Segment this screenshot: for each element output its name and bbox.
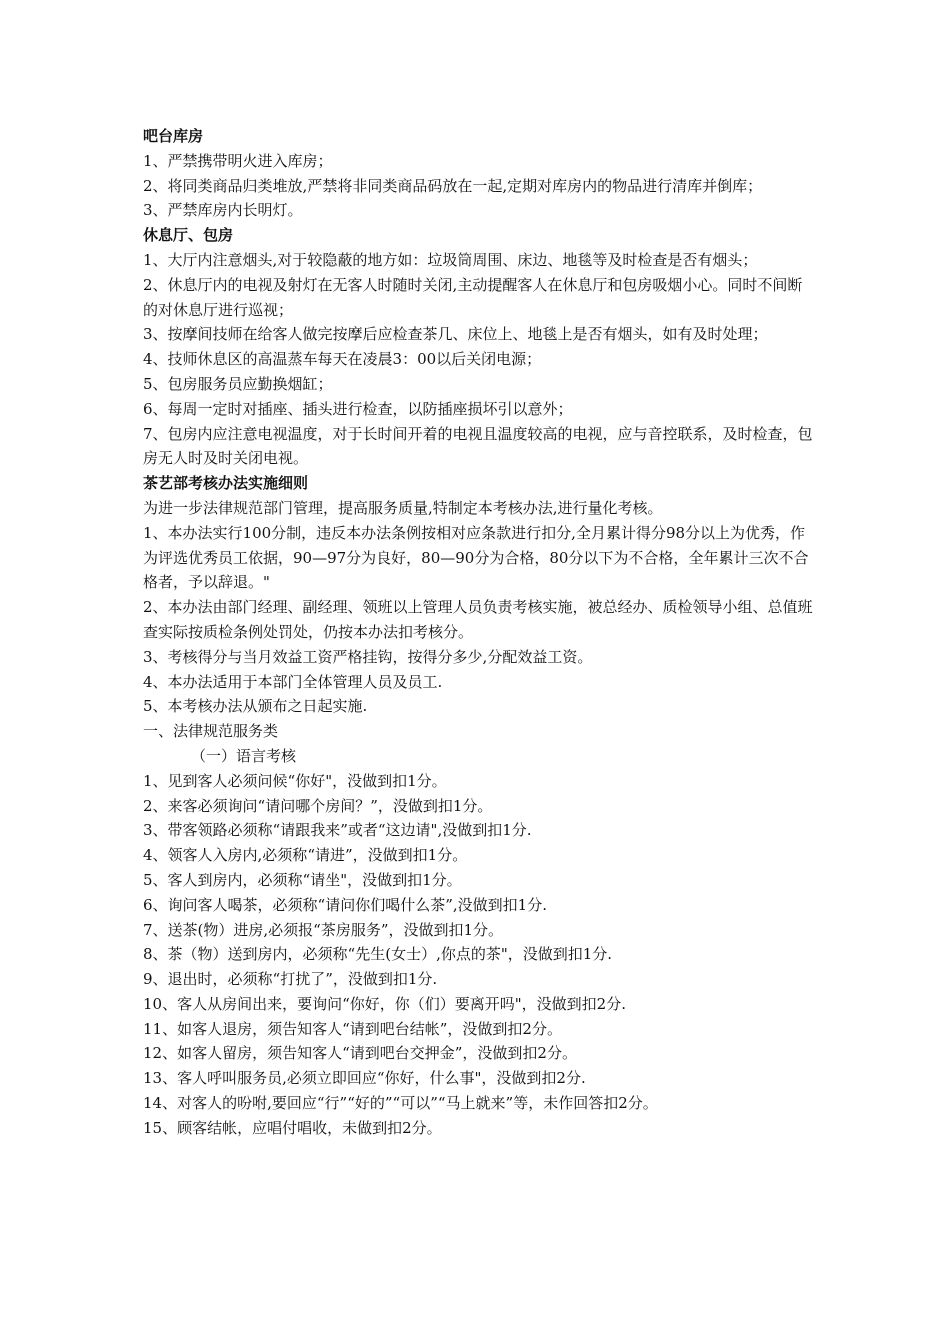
rule-line: 8、茶（物）送到房内，必须称“先生(女士）,你点的茶"，没做到扣1分. — [143, 945, 613, 964]
section-heading-lounge-rooms: 休息厅、包房 — [143, 226, 234, 245]
rule-line: 7、送茶(物）进房,必须报“茶房服务”，没做到扣1分。 — [143, 920, 504, 939]
document-page — [143, 124, 815, 1141]
rule-line: 5、包房服务员应勤换烟缸； — [143, 374, 333, 393]
rule-line: 14、对客人的吩咐,要回应“行”“好的”“可以”“马上就来”等，未作回答扣2分。 — [143, 1094, 658, 1113]
rule-line: 2、将同类商品归类堆放,严禁将非同类商品码放在一起,定期对库房内的物品进行清库并倒库； — [143, 176, 763, 195]
section-heading-assessment-rules: 茶艺部考核办法实施细则 — [143, 474, 309, 493]
rule-line: 3、按摩间技师在给客人做完按摩后应检查茶几、床位上、地毯上是否有烟头，如有及时处理； — [143, 325, 768, 344]
rule-line: 5、客人到房内，必须称“请坐"，没做到扣1分。 — [143, 870, 462, 889]
rule-line: 4、领客人入房内,必须称“请进”，没做到扣1分。 — [143, 846, 468, 865]
rule-line: 4、技师休息区的高温蒸车每天在凌晨3：00以后关闭电源； — [143, 350, 542, 369]
subsection-heading-language: （一）语言考核 — [191, 746, 297, 765]
rule-line: 4、本办法适用于本部门全体管理人员及员工. — [143, 672, 443, 691]
rule-line: 6、每周一定时对插座、插头进行检查，以防插座损坏引以意外； — [143, 399, 573, 418]
section-heading-bar-storage: 吧台库房 — [143, 127, 204, 145]
rule-line: 11、如客人退房，须告知客人“请到吧台结帐”，没做到扣2分。 — [143, 1019, 562, 1038]
rule-line: 3、带客领路必须称“请跟我来”或者“这边请",没做到扣1分. — [143, 821, 532, 840]
rule-line: 3、严禁库房内长明灯。 — [143, 201, 303, 220]
rule-line: 15、顾客结帐，应唱付唱收，未做到扣2分。 — [143, 1118, 442, 1137]
rule-line: 7、包房内应注意电视温度，对于长时间开着的电视且温度较高的电视，应与音控联系，及时检查，包房无人时及时关闭电视。 — [143, 424, 813, 468]
rule-line: 6、询问客人喝茶，必须称“请问你们喝什么茶”,没做到扣1分. — [143, 895, 547, 914]
rule-line: 10、客人从房间出来，要询问“你好，你（们）要离开吗"，没做到扣2分. — [143, 994, 626, 1013]
rule-line: 2、来客必须询问“请问哪个房间？”，没做到扣1分。 — [143, 796, 493, 815]
rule-line: 9、退出时，必须称“打扰了”，没做到扣1分. — [143, 970, 438, 989]
rule-line: 2、休息厅内的电视及射灯在无客人时随时关闭,主动提醒客人在休息厅和包房吸烟小心。同时不间断的对休息厅进行巡视； — [143, 275, 803, 319]
rule-line: 3、考核得分与当月效益工资严格挂钩，按得分多少,分配效益工资。 — [143, 647, 593, 666]
rule-line: 12、如客人留房，须告知客人“请到吧台交押金”，没做到扣2分。 — [143, 1044, 577, 1063]
rule-line: 1、大厅内注意烟头,对于较隐蔽的地方如：垃圾筒周围、床边、地毯等及时检查是否有烟头； — [143, 250, 758, 269]
rule-line: 2、本办法由部门经理、副经理、领班以上管理人员负责考核实施，被总经办、质检领导小组、总值班查实际按质检条例处罚处，仍按本办法扣考核分。 — [143, 598, 813, 641]
rule-line: 13、客人呼叫服务员,必须立即回应“你好，什么事"，没做到扣2分. — [143, 1069, 586, 1088]
rule-line: 1、严禁携带明火进入库房； — [143, 151, 333, 170]
rule-line: 1、见到客人必须问候“你好"，没做到扣1分。 — [143, 771, 447, 790]
category-heading: 一、法律规范服务类 — [143, 722, 279, 741]
rule-line: 为进一步法律规范部门管理，提高服务质量,特制定本考核办法,进行量化考核。 — [143, 498, 663, 517]
rule-line: 5、本考核办法从颁布之日起实施. — [143, 697, 368, 716]
rule-line: 1、本办法实行100分制，违反本办法条例按相对应条款进行扣分,全月累计得分98分以上为优秀，作为评选优秀员工依据，90—97分为良好，80—90分为合格，80分以下为不合格，全年累计三次不合格者，予以辞退。" — [143, 523, 809, 592]
